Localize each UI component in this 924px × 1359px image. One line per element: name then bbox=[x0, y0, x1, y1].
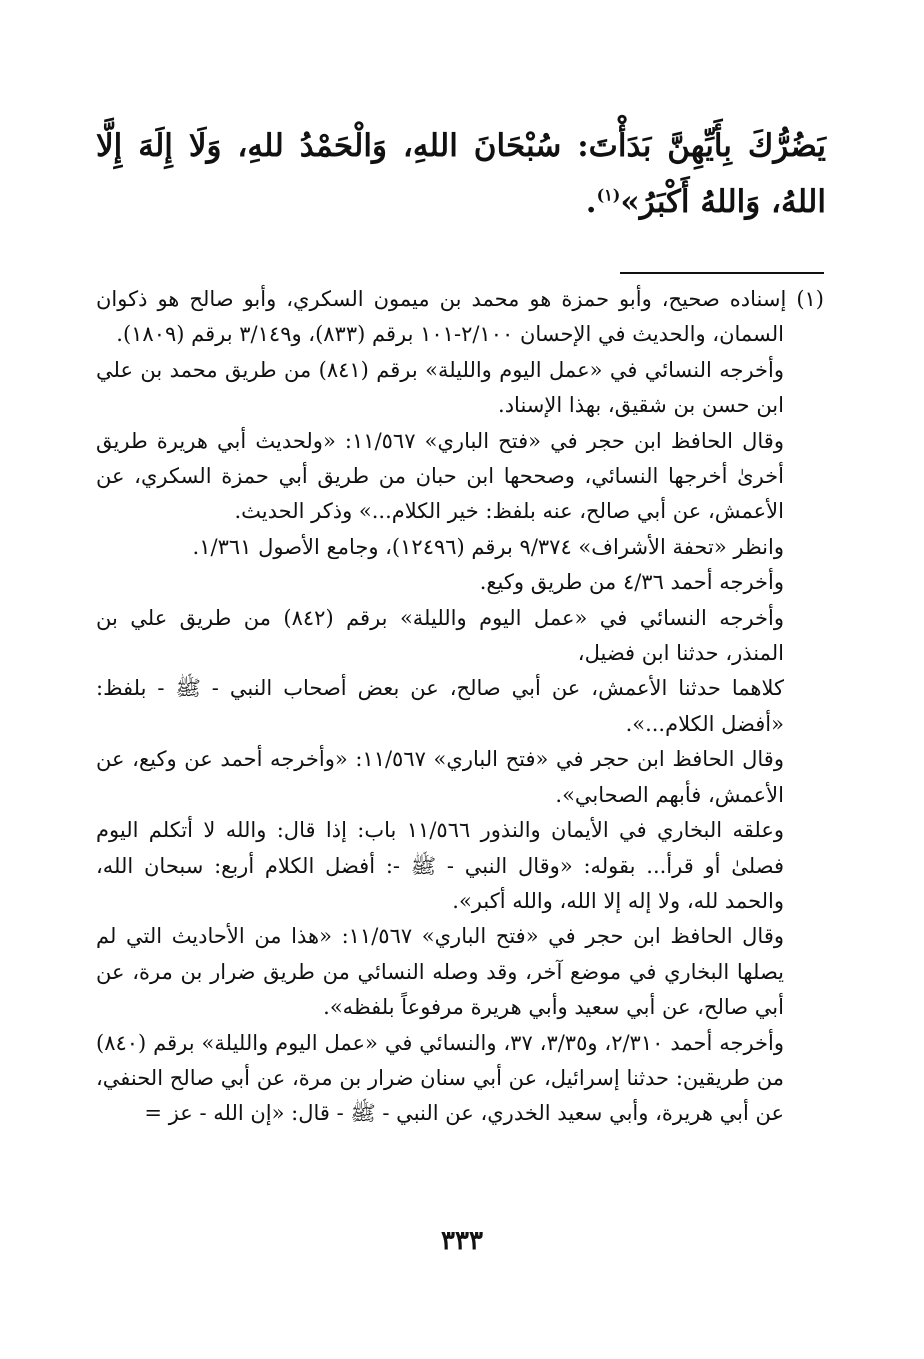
footnote-separator bbox=[620, 272, 824, 274]
footnote-paragraph: كلاهما حدثنا الأعمش، عن أبي صالح، عن بعض أصحاب النبي - ﷺ - بلفظ: «أفضل الكلام...». bbox=[96, 676, 784, 736]
footnote-paragraph: وقال الحافظ ابن حجر في «فتح الباري» ١١/٥٦٧: «وأخرجه أحمد عن وكيع، عن الأعمش، فأبهم الصحابي». bbox=[96, 747, 784, 807]
page-number: ٣٣٣ bbox=[441, 1226, 483, 1256]
footnote-paragraph: وأخرجه النسائي في «عمل اليوم والليلة» برقم (٨٤٢) من طريق علي بن المنذر، حدثنا ابن فضيل، bbox=[96, 605, 785, 666]
footnote-paragraph: وقال الحافظ ابن حجر في «فتح الباري» ١١/٥٦٧: «هذا من الأحاديث التي لم يصلها البخاري في موضع آخر، وقد وصله النسائي من طريق ضرار بن مرة، عن أبي صالح، عن أبي سعيد وأبي هريرة مرفوعاً بلفظه». bbox=[96, 924, 784, 1020]
footnote-paragraph: وانظر «تحفة الأشراف» ٩/٣٧٤ برقم (١٢٤٩٦)، وجامع الأصول ١/٣٦١. bbox=[192, 534, 784, 559]
footnote-paragraph: وأخرجه أحمد ٢/٣١٠، و٣/٣٥، ٣٧، والنسائي في «عمل اليوم والليلة» برقم (٨٤٠) من طريقين: حدثنا إسرائيل، عن أبي سنان ضرار بن مرة، عن أبي صالح الحنفي، عن أبي هريرة، وأبي سعيد الخدري، عن النبي - ﷺ - قال: «إن الله - عز = bbox=[96, 1030, 784, 1126]
footnote-paragraph: وقال الحافظ ابن حجر في «فتح الباري» ١١/٥٦٧: «ولحديث أبي هريرة طريق أخرىٰ أخرجها النسائي، وصححها ابن حبان من طريق أبي حمزة السكري، عن الأعمش، عن أبي صالح، عنه بلفظ: خير الكلام...» وذكر الحديث. bbox=[96, 428, 784, 524]
footnote-paragraph: وعلقه البخاري في الأيمان والنذور ١١/٥٦٦ باب: إذا قال: والله لا أتكلم اليوم فصلىٰ أو قرأ... بقوله: «وقال النبي - ﷺ -: أفضل الكلام أربع: سبحان الله، والحمد لله، ولا إله إلا الله، والله أكبر». bbox=[96, 818, 784, 913]
footnote-paragraph: وأخرجه النسائي في «عمل اليوم والليلة» برقم (٨٤١) من طريق محمد بن علي ابن حسن بن شقيق، بهذا الإسناد. bbox=[96, 357, 784, 418]
main-text bbox=[96, 118, 826, 230]
footnote-paragraph: (١) إسناده صحيح، وأبو حمزة هو محمد بن ميمون السكري، وأبو صالح هو ذكوان السمان، والحديث في الإحسان ٢/١٠٠-١٠١ برقم (٨٣٣)، و٣/١٤٩ برقم (١٨٠٩). bbox=[96, 287, 824, 347]
footnotes bbox=[96, 282, 824, 1132]
main-text-body: يَضُرُّكَ بِأَيِّهِنَّ بَدَأْتَ: سُبْحَانَ اللهِ، وَالْحَمْدُ للهِ، وَلَا إِلَهَ إِلَّا اللهُ، وَاللهُ أَكْبَرُ» bbox=[96, 128, 826, 220]
main-text-end: . bbox=[585, 184, 597, 220]
footnote-reference: (١) bbox=[596, 185, 621, 205]
footnote-paragraph: وأخرجه أحمد ٤/٣٦ من طريق وكيع. bbox=[479, 570, 784, 595]
